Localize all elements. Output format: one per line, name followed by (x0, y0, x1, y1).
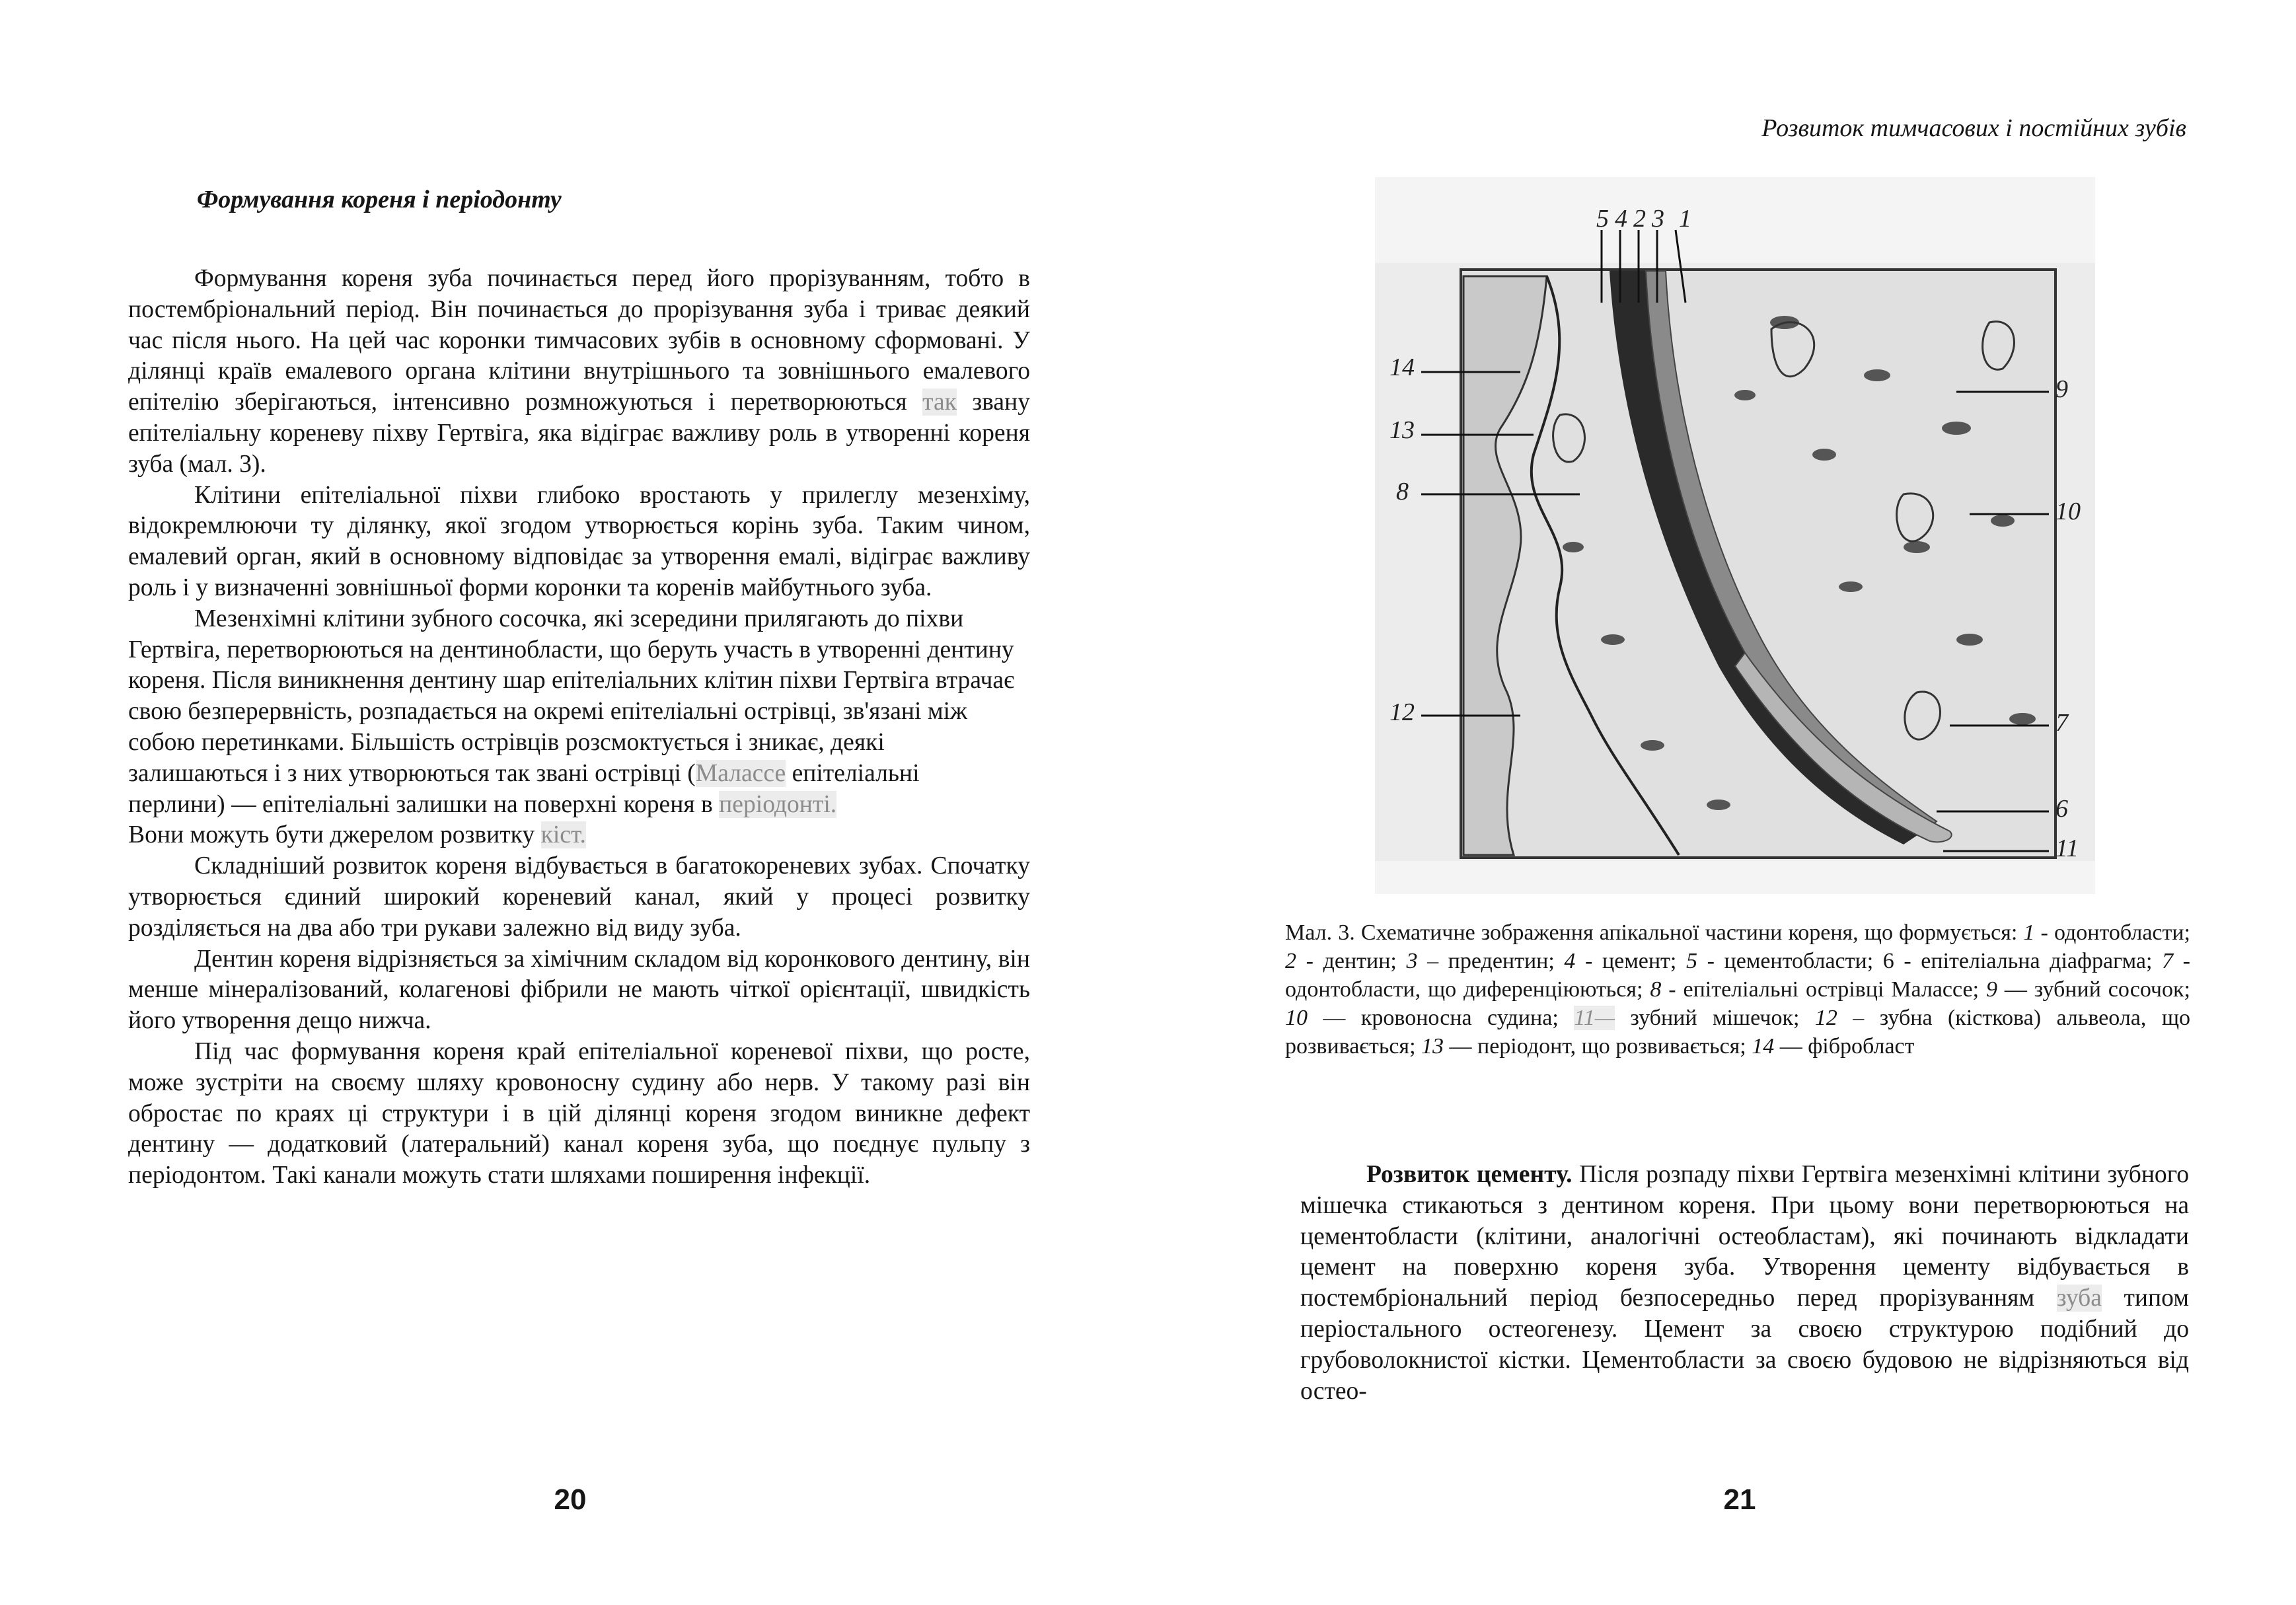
paragraph-3-line-c: Вони можуть бути джерелом розвитку (128, 821, 541, 849)
fig-label-6: 6 (2055, 795, 2068, 823)
tooth-root-diagram (1375, 177, 2095, 894)
paragraph-4: Складніший розвиток кореня відбувається в багатокореневих зубах. Спочатку утворюється єдиний широкий кореневий канал, який у процесі розвитку розділяється на два або три рукави залежно від виду зуба. (128, 852, 1030, 942)
caption-num: 10 (1285, 1006, 1308, 1030)
caption-text: - цемент; (1575, 949, 1686, 973)
fig-label-10: 10 (2055, 498, 2081, 525)
right-page (1148, 0, 2296, 1605)
paragraph-cement (1300, 1160, 2189, 1407)
caption-num: 12 (1814, 1006, 1837, 1030)
paragraph-6: Під час формування кореня край епітеліальної кореневої піхви, що росте, може зустріти на своєму шляху кровоносну судину або нерв. У такому разі він обростає по краях ці структури і в цій ділянці кореня згодом виникне дефект дентину — додатковий (латеральний) канал кореня зуба, що поєднує пульпу з періодонтом. Такі канали можуть стати шляхами поширення інфекції. (128, 1037, 1030, 1189)
caption-text: — фібробласт (1774, 1034, 1915, 1059)
highlighted-word: періодонті. (719, 790, 837, 818)
page-number: 20 (554, 1483, 587, 1516)
fig-label-7: 7 (2055, 709, 2068, 737)
caption-num: 3 (1406, 949, 1418, 973)
left-body-text (128, 264, 1030, 1191)
highlighted-word: так (922, 389, 957, 416)
highlighted-word: 11— (1574, 1006, 1615, 1030)
fig-label-1: 1 (1679, 205, 1691, 233)
fig-label-14: 14 (1389, 354, 1415, 381)
paragraph-text: типом періостального остеогенезу. Цемент за своєю структурою подібний до грубоволокнистої кістки. Цементобласти за своєю будовою не відрізняються від остео- (1300, 1285, 2189, 1405)
fig-label-8: 8 (1396, 478, 1409, 505)
caption-text: - одонтобласти; (2034, 920, 2190, 945)
caption-text: — періодонт, що розвивається; (1444, 1034, 1752, 1059)
fig-label-4: 4 (1615, 205, 1627, 233)
caption-num: 13 (1421, 1034, 1444, 1059)
caption-text: - цементобласти; (1697, 949, 1883, 973)
fig-label-13: 13 (1389, 416, 1415, 444)
figure-illustration (1375, 177, 2095, 894)
caption-num: 4 (1564, 949, 1576, 973)
caption-text: – зубна (кісткова) альвеола, що розвивається; (1285, 1006, 2190, 1059)
paragraph-1-text: Формування кореня зуба починається перед його прорізуванням, тобто в постембріональний період. Він починається до прорізування зуба і триває деякий час після нього. На цей час коронки тимчасових зубів в основному сформовані. У ділянці країв емалевого органа клітини внутрішнього та зовнішнього емалевого епітелію зберігаються, інтенсивно розмножуються і перетворюються (128, 265, 1030, 416)
fig-label-11: 11 (2055, 835, 2079, 862)
right-body-text (1300, 1160, 2189, 1407)
caption-num: 9 (1985, 977, 1997, 1002)
paragraph-3-text: Мезенхімні клітини зубного сосочка, які зсередини прилягають до піхви Гертвіга, перетворюються на дентинобласти, що беруть участь в утворенні дентину кореня. Після виникнення дентину шар епітеліальних клітин піхви Гертвіга втрачає свою безперервність, розпадається на окремі епітеліальні острівці, зв'язані між собою перетинками. Більшість острівців розсмоктується і зникає, деякі залишаються і з них утворюються так звані острівці ( (128, 605, 1015, 787)
highlighted-word: Малассе (695, 759, 786, 787)
fig-label-12: 12 (1389, 698, 1415, 726)
caption-text: — зубний сосочок; (1997, 977, 2190, 1002)
paragraph-1-tail: звану епітеліальну кореневу піхву Гертвіга, яка відіграє важливу роль в утворенні кореня зуба (мал. 3). (128, 389, 1030, 478)
caption-text: зубний мішечок; (1630, 1006, 1815, 1030)
caption-intro: Мал. 3. Схематичне зображення апікальної частини кореня, що формується: (1285, 920, 2018, 945)
figure-caption (1285, 918, 2190, 1061)
caption-num: 8 (1650, 977, 1662, 1002)
caption-num: 2 (1285, 949, 1296, 973)
running-head: Розвиток тимчасових і постійних зубів (1761, 114, 2186, 142)
paragraph-3 (128, 604, 1030, 851)
highlighted-word: кіст. (540, 821, 586, 849)
caption-num: 5 (1685, 949, 1697, 973)
fig-label-5: 5 (1596, 205, 1609, 233)
caption-num: 1 (2023, 920, 2035, 945)
highlighted-word: зуба (2056, 1285, 2102, 1312)
caption-num: 14 (1752, 1034, 1775, 1059)
paragraph-5: Дентин кореня відрізняється за хімічним складом від коронкового дентину, він менше мінералізований, колагенові фібрили не мають чіткої орієнтації, швидкість його утворення дещо нижча. (128, 945, 1030, 1035)
paragraph-2: Клітини епітеліальної піхви глибоко вростають у прилеглу мезенхіму, відокремлюючи ту ділянку, якої згодом утворюється корінь зуба. Таким чином, емалевий орган, який в основному відповідає за утворення емалі, відіграє важливу роль і у визначенні зовнішньої форми коронки та коренів майбутнього зуба. (128, 481, 1030, 601)
paragraph-3-line-a: епітеліальні (792, 759, 920, 787)
caption-num: 7 (2162, 949, 2174, 973)
paragraph-lead: Розвиток цементу. (1366, 1161, 1573, 1188)
caption-text: 6 - епітеліальна діафрагма; (1882, 949, 2163, 973)
section-title: Формування кореня і періодонту (197, 186, 562, 213)
paragraph-1 (128, 264, 1030, 480)
page-number: 21 (1723, 1483, 1756, 1516)
paragraph-3-line-b: перлини) — епітеліальні залишки на поверхні кореня в (128, 790, 720, 818)
fig-label-2: 2 (1633, 205, 1646, 233)
caption-text: – предентин; (1417, 949, 1565, 973)
caption-text: — кровоносна судина; (1308, 1006, 1574, 1030)
caption-text: - епітеліальні острівці Малассе; (1661, 977, 1986, 1002)
caption-text: - дентин; (1296, 949, 1407, 973)
fig-label-9: 9 (2055, 375, 2068, 403)
fig-label-3: 3 (1652, 205, 1664, 233)
paragraph-text: Після розпаду піхви Гертвіга мезенхімні клітини зубного мішечка стикаються з дентином кореня. При цьому вони перетворюються на цементобласти (клітини, аналогічні остеобластам), які починають відкладати цемент на поверхню кореня зуба. Утворення цементу відбувається в постембріональний період безпосередньо перед прорізуванням (1300, 1161, 2189, 1312)
caption-text: - одонтобласти, що диференціюються; (1285, 949, 2190, 1002)
